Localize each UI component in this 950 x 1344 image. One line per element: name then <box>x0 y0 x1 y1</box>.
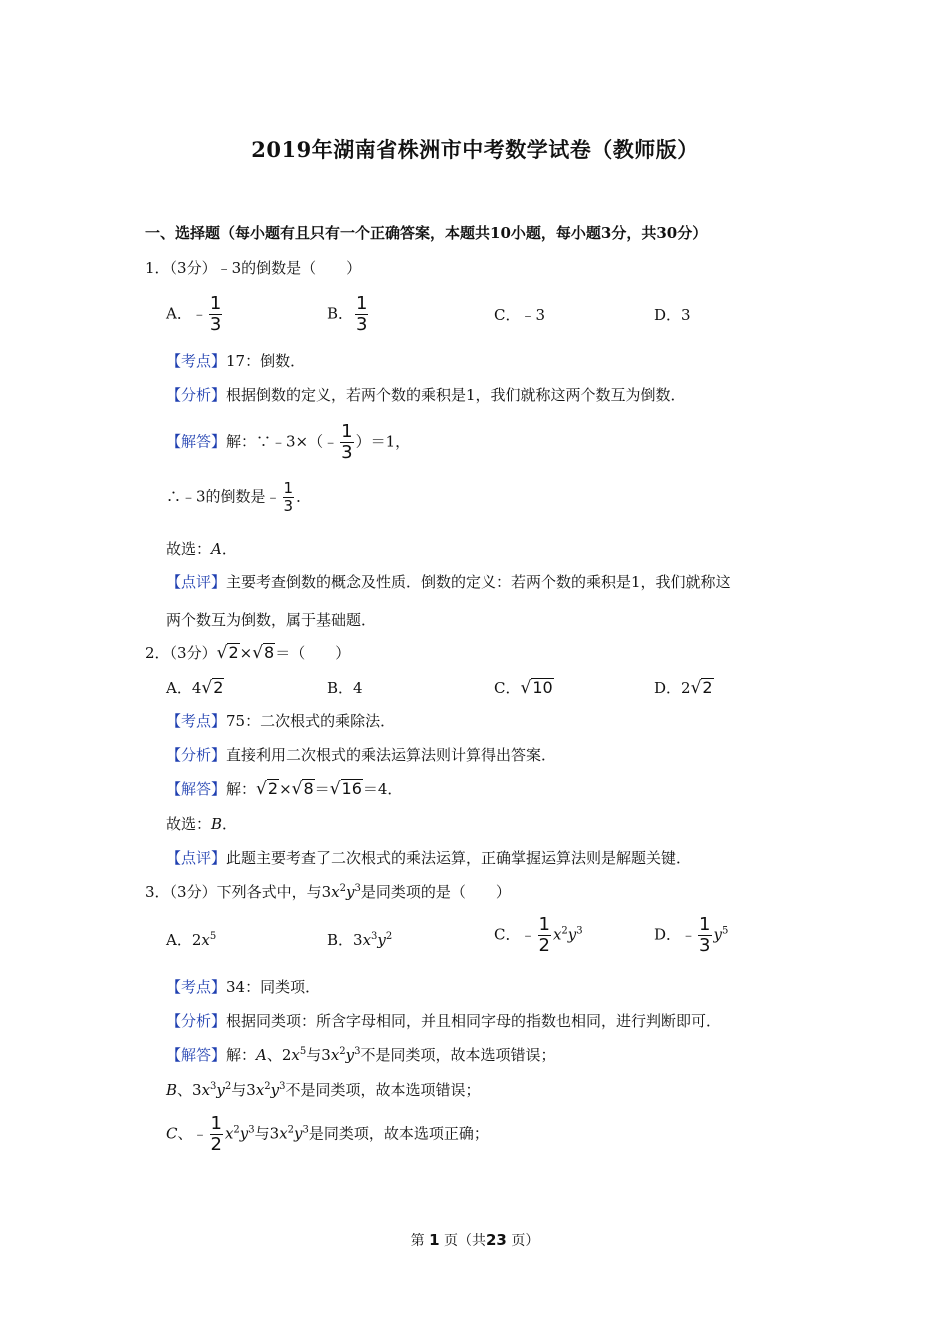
exp: 2 <box>385 931 393 942</box>
q1-dianping-line2: 两个数互为倒数，属于基础题． <box>166 611 377 629</box>
exp: 3 <box>576 925 583 937</box>
footer-mid: 页（共 <box>444 1233 486 1249</box>
q3-line-c-and: 与3 <box>254 1124 280 1143</box>
var-y: y <box>239 1124 249 1143</box>
q3-line-b <box>166 1079 481 1100</box>
var-y: y <box>294 1124 303 1143</box>
q3-jieda-pre: 解： <box>226 1046 257 1064</box>
q3-option-d-sign: ﹣ <box>681 925 697 944</box>
tag-dianping: 【点评】 <box>166 849 227 867</box>
q1-therefore-fraction <box>283 481 295 514</box>
q1-dianping-line1: 主要考查倒数的概念及性质．倒数的定义：若两个数的乘积是1，我们就称这 <box>226 573 731 591</box>
fraction-denominator: 3 <box>341 442 353 463</box>
radical-sign-icon: √ <box>329 779 341 799</box>
page-number: 1 <box>429 1231 440 1249</box>
q2-fenxi <box>166 744 556 765</box>
var-y: y <box>345 883 355 901</box>
tag-jieda: 【解答】 <box>166 780 227 798</box>
q1-dianping <box>166 571 731 592</box>
fraction-numerator: 1 <box>699 914 711 935</box>
q2-dianping <box>166 847 691 868</box>
q2-kaodian <box>166 710 395 731</box>
exp: 3 <box>210 1081 217 1092</box>
var-y: y <box>713 925 722 944</box>
q2-jieda-post: ＝4． <box>362 780 403 798</box>
q1-kaodian <box>166 350 305 371</box>
exp: 2 <box>339 1046 346 1057</box>
q1-therefore-pre: ∴﹣3的倒数是﹣ <box>166 487 281 506</box>
q3-option-c-sign: ﹣ <box>520 925 536 944</box>
footer-post: 页） <box>511 1233 540 1249</box>
fraction-numerator: 1 <box>209 293 222 314</box>
q1-option-b-label: B． <box>327 304 354 323</box>
radicand: 2 <box>228 643 239 662</box>
tag-jieda: 【解答】 <box>166 432 227 451</box>
var-x: x <box>362 931 372 949</box>
q2-option-d-label: D．2 <box>654 679 691 697</box>
section-heading: 一、选择题（每小题有且只有一个正确答案，本题共10小题，每小题3分，共30分） <box>145 224 708 242</box>
q3-line-c-post: 是同类项，故本选项正确； <box>308 1124 489 1143</box>
fraction-numerator: 1 <box>538 914 550 935</box>
exp: 2 <box>264 1081 271 1092</box>
q2-dianping-text: 此题主要考查了二次根式的乘法运算，正确掌握运算法则是解题关键． <box>226 849 692 867</box>
q3-option-c <box>494 916 583 955</box>
q3-jieda-mid: 、2 <box>266 1046 292 1064</box>
q3-line-b-mid: 、3 <box>177 1081 202 1099</box>
q2-stem-post: ＝（ ） <box>275 644 351 662</box>
q3-line-b-letter: B <box>166 1081 178 1099</box>
q3-line-c-letter: C <box>166 1124 178 1143</box>
q1-answer <box>166 538 237 559</box>
q2-answer-post: ． <box>222 815 238 833</box>
q3-line-c <box>166 1115 489 1154</box>
q1-fenxi <box>166 384 686 405</box>
q1-answer-letter: A <box>211 540 222 558</box>
exp: 3 <box>371 931 378 942</box>
radicand: 2 <box>267 779 279 798</box>
total-pages: 23 <box>486 1231 507 1249</box>
var-x: x <box>291 1046 300 1064</box>
var-x: x <box>552 925 562 944</box>
q3-jieda-and: 与3 <box>306 1046 331 1064</box>
var-y: y <box>377 931 386 949</box>
q1-jieda-post: ）＝1， <box>355 432 411 451</box>
exp: 2 <box>561 925 568 937</box>
tag-dianping: 【点评】 <box>166 573 227 591</box>
q1-jieda-fraction <box>340 423 353 462</box>
q1-option-a-fraction <box>209 295 222 334</box>
exp: 2 <box>224 1081 232 1092</box>
exp: 2 <box>233 1124 240 1136</box>
page-footer <box>0 1230 950 1250</box>
q1-answer-post: ． <box>221 540 237 558</box>
q3-option-c-fraction <box>538 916 551 955</box>
var-y: y <box>345 1046 355 1064</box>
q1-option-d: D．3 <box>654 306 691 324</box>
q2-option-c-label: C． <box>494 679 521 697</box>
q3-line-c-mid: 、﹣ <box>177 1124 208 1143</box>
var-y: y <box>270 1081 280 1099</box>
var-x: x <box>201 931 210 949</box>
radicand: 10 <box>532 678 553 697</box>
fraction-numerator: 1 <box>341 421 353 442</box>
radicand: 16 <box>341 779 362 798</box>
tag-fenxi: 【分析】 <box>166 746 227 764</box>
fraction-denominator: 3 <box>699 935 711 956</box>
q1-option-b-fraction <box>355 295 368 334</box>
q1-therefore <box>166 481 311 514</box>
q3-option-a <box>166 929 216 950</box>
q3-option-a-label: A．2 <box>166 931 202 949</box>
var-x: x <box>255 1081 265 1099</box>
q2-stem <box>145 642 350 663</box>
radicand: 8 <box>303 779 314 798</box>
radical-sign-icon: √ <box>256 779 267 799</box>
q1-stem: 1．（3分）﹣3的倒数是（ ） <box>145 259 362 277</box>
q2-answer-letter: B <box>211 815 223 833</box>
tag-kaodian: 【考点】 <box>166 712 227 730</box>
q3-option-b <box>327 929 392 950</box>
q1-option-b <box>327 295 370 334</box>
var-y: y <box>567 925 577 944</box>
q1-option-c: C．﹣3 <box>494 306 546 324</box>
q3-jieda-post: 不是同类项，故本选项错误； <box>360 1046 556 1064</box>
var-x: x <box>330 1046 340 1064</box>
q3-option-c-label: C． <box>494 925 521 944</box>
radicand: 2 <box>213 678 224 697</box>
q3-option-d <box>654 916 728 955</box>
radical-sign-icon: √ <box>216 643 228 663</box>
q3-stem-pre: 3．（3分）下列各式中，与3 <box>145 883 332 901</box>
radicand: 2 <box>702 678 713 697</box>
fraction-numerator: 1 <box>283 479 294 497</box>
q2-jieda <box>166 778 402 799</box>
q1-option-a <box>166 295 224 334</box>
exp: 2 <box>339 883 346 894</box>
q2-kaodian-text: 75：二次根式的乘除法． <box>226 712 396 730</box>
q1-fenxi-text: 根据倒数的定义，若两个数的乘积是1，我们就称这两个数互为倒数． <box>226 386 686 404</box>
exp: 3 <box>354 1046 361 1057</box>
equals-sign: ＝ <box>314 780 330 798</box>
fraction-denominator: 2 <box>210 1134 222 1155</box>
q1-kaodian-text: 17：倒数． <box>226 352 306 370</box>
exp: 3 <box>248 1124 255 1136</box>
radical-sign-icon: √ <box>201 678 213 698</box>
var-x: x <box>331 883 340 901</box>
tag-kaodian: 【考点】 <box>166 352 227 370</box>
q3-stem-post: 是同类项的是（ ） <box>360 883 511 901</box>
q3-line-c-fraction <box>210 1115 223 1154</box>
var-x: x <box>279 1124 288 1143</box>
q1-option-a-label: A． <box>166 304 192 323</box>
page-title: 2019年湖南省株洲市中考数学试卷（教师版） <box>251 137 699 162</box>
exp: 3 <box>279 1081 286 1092</box>
q1-answer-pre: 故选： <box>166 540 212 558</box>
exp: 3 <box>354 883 361 894</box>
q3-option-b-label: B．3 <box>327 931 363 949</box>
q1-option-a-sign: ﹣ <box>191 304 207 323</box>
var-y: y <box>216 1081 225 1099</box>
q1-jieda-pre: 解：∵﹣3×（﹣ <box>226 432 339 451</box>
q2-answer <box>166 813 237 834</box>
fraction-numerator: 1 <box>356 293 368 314</box>
q1-jieda <box>166 423 410 462</box>
radical-sign-icon: √ <box>291 779 303 799</box>
fraction-numerator: 1 <box>210 1113 222 1134</box>
q2-option-c <box>494 677 554 698</box>
times-sign: × <box>279 780 292 798</box>
q2-option-d <box>654 677 714 698</box>
times-sign: × <box>239 644 253 662</box>
q3-fenxi <box>166 1010 721 1031</box>
q3-line-b-and: 与3 <box>231 1081 256 1099</box>
radical-sign-icon: √ <box>690 678 702 698</box>
exp: 2 <box>287 1124 295 1136</box>
q2-option-b: B．4 <box>327 679 363 697</box>
q3-stem <box>145 881 511 902</box>
q3-jieda-letter: A <box>256 1046 267 1064</box>
tag-fenxi: 【分析】 <box>166 1012 227 1030</box>
q3-fenxi-text: 根据同类项：所含字母相同，并且相同字母的指数也相同，进行判断即可． <box>226 1012 722 1030</box>
radicand: 8 <box>264 643 275 662</box>
q2-option-a <box>166 677 224 698</box>
footer-pre: 第 <box>410 1233 425 1249</box>
var-x: x <box>201 1081 211 1099</box>
tag-jieda: 【解答】 <box>166 1046 227 1064</box>
exp: 5 <box>299 1046 307 1057</box>
exp: 3 <box>302 1124 309 1136</box>
fraction-denominator: 3 <box>209 314 222 335</box>
exp: 5 <box>209 931 217 942</box>
q3-kaodian-text: 34：同类项． <box>226 978 321 996</box>
q3-jieda <box>166 1044 556 1065</box>
var-x: x <box>224 1124 234 1143</box>
tag-kaodian: 【考点】 <box>166 978 227 996</box>
tag-fenxi: 【分析】 <box>166 386 227 404</box>
fraction-denominator: 3 <box>283 497 294 515</box>
q3-kaodian <box>166 976 320 997</box>
exp: 5 <box>721 925 729 937</box>
radical-sign-icon: √ <box>252 643 264 663</box>
q2-option-a-label: A．4 <box>166 679 202 697</box>
q3-option-d-label: D． <box>654 925 682 944</box>
q1-therefore-post: ． <box>296 487 312 506</box>
q2-jieda-pre: 解： <box>226 780 257 798</box>
fraction-denominator: 3 <box>356 314 368 335</box>
fraction-denominator: 2 <box>538 935 550 956</box>
q3-line-b-post: 不是同类项，故本选项错误； <box>285 1081 481 1099</box>
q2-stem-pre: 2．（3分） <box>145 644 217 662</box>
q3-option-d-fraction <box>698 916 711 955</box>
q2-fenxi-text: 直接利用二次根式的乘法运算法则计算得出答案． <box>226 746 557 764</box>
q2-answer-pre: 故选： <box>166 815 212 833</box>
radical-sign-icon: √ <box>520 678 532 698</box>
